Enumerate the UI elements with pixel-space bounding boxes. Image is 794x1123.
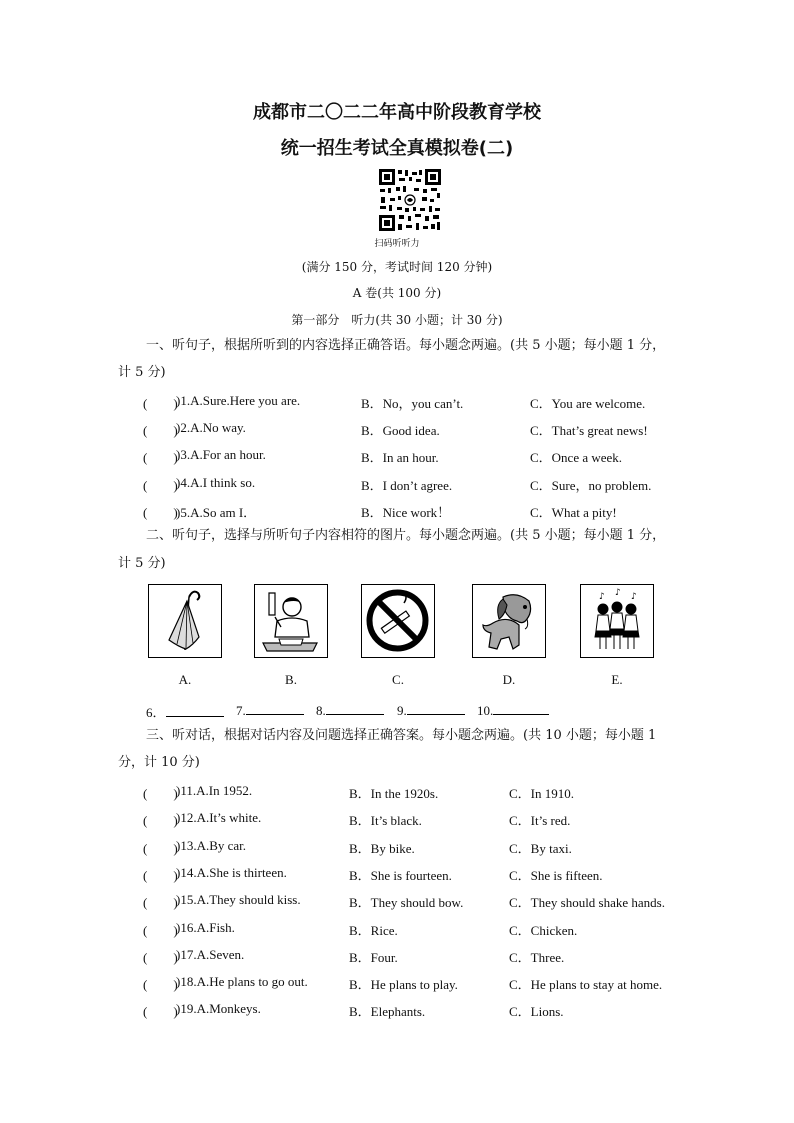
option-a[interactable]: )13.A.By car. <box>176 837 247 853</box>
option-c[interactable]: C．They should shake hands. <box>509 895 665 911</box>
section3-instruction: 三、听对话，根据对话内容及问题选择正确答案。每小题念两遍。(共 10 小题；每小题 1 <box>146 728 657 743</box>
section2-instruction-cont: 计 5 分) <box>118 556 166 571</box>
option-c[interactable]: C．She is fifteen. <box>509 867 603 883</box>
option-c[interactable]: C．Chicken. <box>509 922 578 938</box>
option-b[interactable]: B．Elephants. <box>349 1004 426 1020</box>
answer-bracket[interactable]: ( ) <box>143 840 178 856</box>
option-b[interactable]: B．No，you can’t. <box>361 396 464 411</box>
answer-blank-8[interactable] <box>316 702 384 719</box>
answer-bracket[interactable]: ( ) <box>143 396 178 411</box>
blank-number: 8. <box>316 703 326 718</box>
page-title-line2: 统一招生考试全真模拟卷(二) <box>280 138 514 159</box>
answer-bracket[interactable]: ( ) <box>143 922 178 938</box>
option-c[interactable]: C．In 1910. <box>509 786 575 801</box>
option-c[interactable]: C．Lions. <box>509 1004 564 1020</box>
answer-blank-7[interactable] <box>236 702 304 719</box>
picture-e[interactable] <box>580 584 654 658</box>
option-b[interactable]: B．In an hour. <box>361 450 439 466</box>
blank-number: 9. <box>397 703 407 718</box>
answer-bracket[interactable]: ( ) <box>143 477 178 493</box>
section3-instruction-cont: 分，计 10 分) <box>118 755 200 770</box>
option-a[interactable]: )15.A.They should kiss. <box>176 892 301 908</box>
option-b[interactable]: B．She is fourteen. <box>349 867 452 883</box>
answer-bracket[interactable]: ( ) <box>143 1004 178 1020</box>
option-b[interactable]: B．Rice. <box>349 922 398 938</box>
svg-text:♪: ♪ <box>615 588 621 598</box>
option-b[interactable]: B．They should bow. <box>349 895 464 911</box>
option-a[interactable]: )4.A.I think so. <box>176 474 256 490</box>
page-title-line1: 成都市二〇二二年高中阶段教育学校 <box>253 102 541 123</box>
option-b[interactable]: B．Four. <box>349 949 398 965</box>
picture-b[interactable] <box>254 584 328 658</box>
answer-blank-9[interactable] <box>397 702 465 719</box>
picture-a-label: A. <box>178 672 192 687</box>
answer-bracket[interactable]: ( ) <box>143 504 178 520</box>
option-a[interactable]: )2.A.No way. <box>176 420 246 436</box>
option-b[interactable]: B．I don’t agree. <box>361 477 453 493</box>
option-c[interactable]: C．Once a week. <box>530 450 623 466</box>
answer-blank-10[interactable] <box>477 702 549 719</box>
option-c[interactable]: C．What a pity! <box>530 504 617 520</box>
no-smoking-icon <box>362 585 433 656</box>
umbrella-icon <box>149 585 220 656</box>
picture-b-label: B. <box>285 672 297 687</box>
option-a[interactable]: )17.A.Seven. <box>176 946 245 962</box>
option-a[interactable]: )14.A.She is thirteen. <box>176 864 287 880</box>
picture-a[interactable] <box>148 584 222 658</box>
dog-icon <box>473 585 544 656</box>
picture-d[interactable] <box>472 584 546 658</box>
answer-blank-6[interactable] <box>146 702 224 721</box>
option-c[interactable]: C．Three. <box>509 949 565 965</box>
answer-bracket[interactable]: ( ) <box>143 895 178 911</box>
answer-bracket[interactable]: ( ) <box>143 977 178 993</box>
option-b[interactable]: B．Nice work！ <box>361 504 451 520</box>
singing-girls-icon <box>581 585 652 656</box>
option-c[interactable]: C．That’s great news! <box>530 423 648 439</box>
qr-code-icon[interactable] <box>378 168 442 232</box>
option-a[interactable]: )11.A.In 1952. <box>176 783 253 798</box>
option-b[interactable]: B．He plans to play. <box>349 977 458 993</box>
picture-c[interactable] <box>361 584 435 658</box>
option-a[interactable]: )16.A.Fish. <box>176 919 235 935</box>
option-b[interactable]: B．By bike. <box>349 840 415 856</box>
section2-instruction: 二、听句子，选择与所听句子内容相符的图片。每小题念两遍。(共 5 小题；每小题 1 分， <box>146 528 666 543</box>
blank-number: 10. <box>477 703 494 718</box>
option-b[interactable]: B．Good idea. <box>361 423 440 439</box>
answer-bracket[interactable]: ( ) <box>143 423 178 439</box>
option-c[interactable]: C．You are welcome. <box>530 396 646 411</box>
answer-bracket[interactable]: ( ) <box>143 786 178 801</box>
option-b[interactable]: B．In the 1920s. <box>349 786 439 801</box>
answer-bracket[interactable]: ( ) <box>143 867 178 883</box>
option-a[interactable]: )19.A.Monkeys. <box>176 1001 261 1017</box>
volume-heading: A 卷(共 100 分) <box>352 286 442 300</box>
option-c[interactable]: C．It’s red. <box>509 813 571 829</box>
option-a[interactable]: )3.A.For an hour. <box>176 447 266 463</box>
section1-instruction-cont: 计 5 分) <box>118 365 166 380</box>
section1-instruction: 一、听句子，根据所听到的内容选择正确答语。每小题念两遍。(共 5 小题；每小题 1 分， <box>146 338 666 353</box>
picture-e-label: E. <box>611 672 623 687</box>
option-c[interactable]: C．By taxi. <box>509 840 572 856</box>
svg-text:♪: ♪ <box>631 592 637 602</box>
option-a[interactable]: )1.A.Sure.Here you are. <box>176 393 301 408</box>
answer-bracket[interactable]: ( ) <box>143 813 178 829</box>
picture-d-label: D. <box>502 672 516 687</box>
option-c[interactable]: C．He plans to stay at home. <box>509 977 663 993</box>
option-a[interactable]: )12.A.It’s white. <box>176 810 262 826</box>
option-b[interactable]: B．It’s black. <box>349 813 422 829</box>
blank-number: 6． <box>146 705 166 720</box>
picture-c-label: C. <box>392 672 404 687</box>
option-a[interactable]: )5.A.So am I． <box>176 504 257 520</box>
answer-bracket[interactable]: ( ) <box>143 949 178 965</box>
qr-caption: 扫码听听力 <box>374 239 420 249</box>
blank-number: 7. <box>236 703 246 718</box>
answer-bracket[interactable]: ( ) <box>143 450 178 466</box>
boy-raising-hand-icon <box>255 585 326 656</box>
option-a[interactable]: )18.A.He plans to go out. <box>176 974 308 990</box>
score-time-note: (满分 150 分，考试时间 120 分钟) <box>301 260 493 274</box>
option-c[interactable]: C．Sure，no problem. <box>530 477 652 493</box>
svg-text:♪: ♪ <box>599 592 605 602</box>
part-heading: 第一部分 听力(共 30 小题；计 30 分) <box>291 313 503 327</box>
